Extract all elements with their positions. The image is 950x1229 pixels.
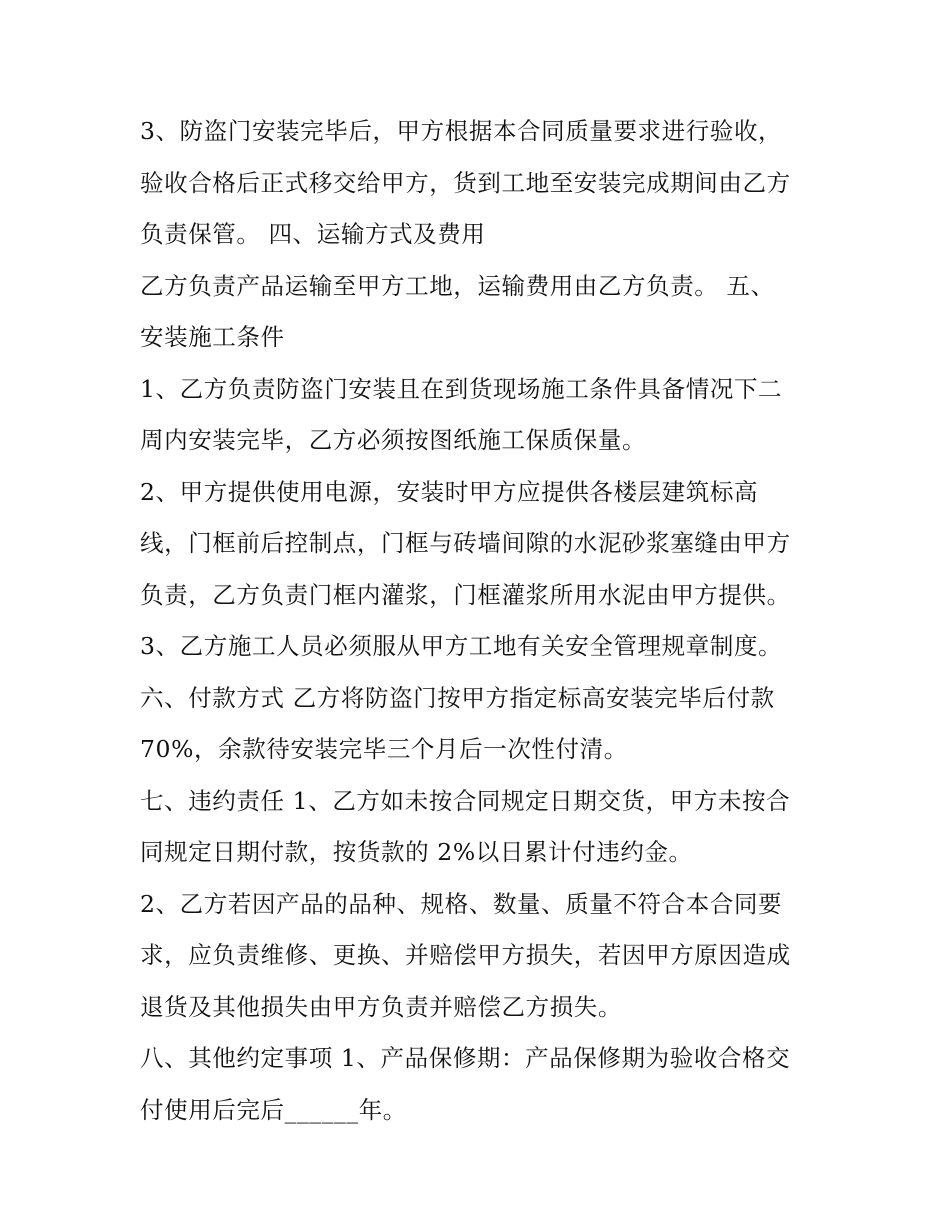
text-line: 3、乙方施工人员必须服从甲方工地有关安全管理规章制度。 <box>140 632 783 660</box>
text-line: 七、违约责任 1、乙方如未按合同规定日期交货，甲方未按合 <box>140 786 791 815</box>
text-line: 负责，乙方负责门框内灌浆，门框灌浆所用水泥由甲方提供。 <box>140 580 791 609</box>
text-line: 3、防盗门安装完毕后，甲方根据本合同质量要求进行验收， <box>140 117 783 145</box>
text-line: 2、甲方提供使用电源，安装时甲方应提供各楼层建筑标高 <box>140 477 759 506</box>
text-line: 同规定日期付款，按货款的 2%以日累计付违约金。 <box>140 838 693 866</box>
text-line: 2、乙方若因产品的品种、规格、数量、质量不符合本合同要 <box>140 889 783 918</box>
text-line: 周内安装完毕，乙方必须按图纸施工保质保量。 <box>140 426 647 454</box>
text-line: 乙方负责产品运输至甲方工地，运输费用由乙方负责。 五、 <box>140 271 775 300</box>
text-line: 退货及其他损失由甲方负责并赔偿乙方损失。 <box>140 992 622 1021</box>
text-line: 负责保管。 四、运输方式及费用 <box>140 220 486 248</box>
text-line: 线，门框前后控制点，门框与砖墙间隙的水泥砂浆塞缝由甲方 <box>140 529 791 557</box>
text-line: 安装施工条件 <box>140 323 285 351</box>
contract-text <box>140 106 820 1136</box>
text-line: 八、其他约定事项 1、产品保修期：产品保修期为验收合格交 <box>140 1044 791 1072</box>
text-line: 验收合格后正式移交给甲方，货到工地至安装完成期间由乙方 <box>140 168 791 197</box>
text-line: 求，应负责维修、更换、并赔偿甲方损失，若因甲方原因造成 <box>140 941 791 969</box>
text-line: 六、付款方式 乙方将防盗门按甲方指定标高安装完毕后付款 <box>140 683 775 712</box>
text-line: 70%，余款待安装完毕三个月后一次性付清。 <box>140 735 628 763</box>
text-line: 付使用后完后______年。 <box>140 1095 407 1124</box>
text-line: 1、乙方负责防盗门安装且在到货现场施工条件具备情况下二 <box>140 374 783 403</box>
